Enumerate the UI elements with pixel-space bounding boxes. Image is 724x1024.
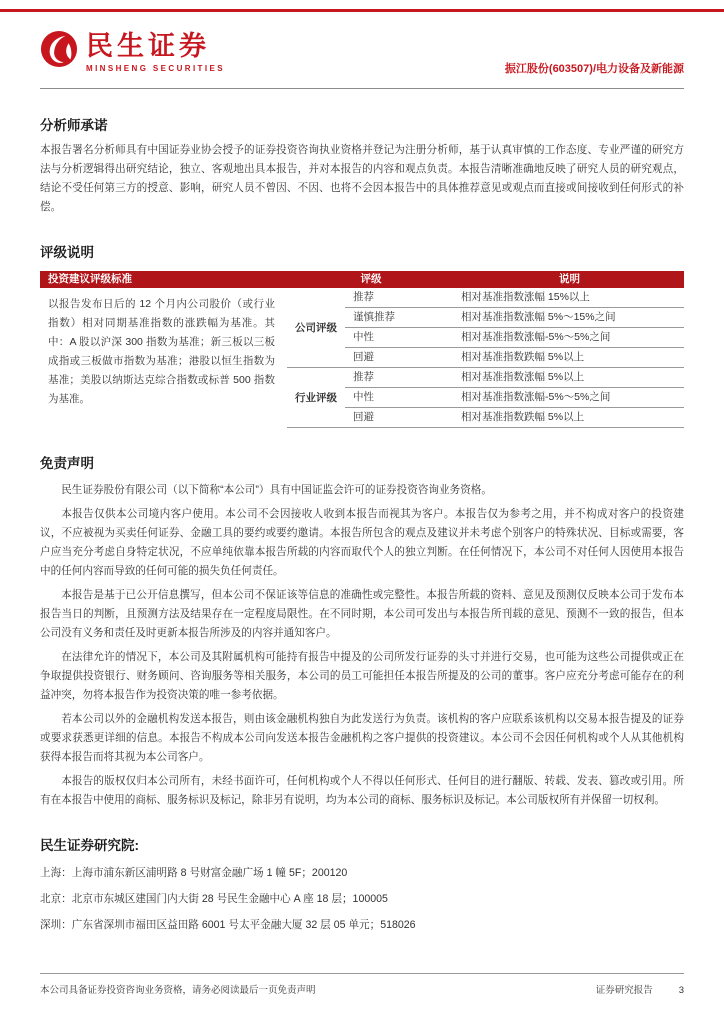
page-header bbox=[40, 30, 684, 82]
header-divider bbox=[40, 88, 684, 89]
disclaimer-paragraph: 本报告是基于已公开信息撰写，但本公司不保证该等信息的准确性或完整性。本报告所载的资料、意见及预测仅反映本公司于发布本报告当日的判断，且预测方法及结果存在一定程度局限性。在不同时期，本公司可发出与本报告所刊载的意见、预测不一致的报告，但本公司没有义务和责任及时更新本报告所涉及的内容并通知客户。 bbox=[40, 589, 684, 639]
disclaimer-paragraph: 本报告的版权仅归本公司所有，未经书面许可，任何机构或个人不得以任何形式、任何目的进行翻版、转载、发表、篡改或引用。所有在本报告中使用的商标、服务标识及标记，除非另有说明，均为本公司的商标、服务标识及标记。本公司版权所有并保留一切权利。 bbox=[40, 775, 684, 806]
section-title-analyst-commitment: 分析师承诺 bbox=[40, 118, 108, 133]
logo-text-en: MINSHENG SECURITIES bbox=[86, 64, 225, 73]
report-category: 振江股份(603507)/电力设备及新能源 bbox=[504, 63, 684, 75]
rating-group-industry-rows bbox=[345, 368, 684, 428]
rating-groups bbox=[287, 288, 684, 428]
section-title-research-institute: 民生证券研究院: bbox=[40, 838, 139, 853]
rating-table-header bbox=[40, 271, 684, 288]
rating-name: 回避 bbox=[353, 351, 374, 363]
analyst-commitment-text: 本报告署名分析师具有中国证券业协会授予的证券投资咨询执业资格并登记为注册分析师，基于认真审慎的工作态度、专业严谨的研究方法与分析逻辑得出研究结论，独立、客观地出具本报告，并对本报告的内容和观点负责。本报告清晰准确地反映了研究人员的研究观点，结论不受任何第三方的授意、影响，研究人员不曾因、不因、也将不会因本报告中的具体推荐意见或观点而直接或间接收到任何形式的补偿。 bbox=[40, 144, 684, 213]
rating-name: 中性 bbox=[353, 391, 374, 403]
footer-divider bbox=[40, 973, 684, 974]
rating-standard-text: 以报告发布日后的 12 个月内公司股价（或行业指数）相对同期基准指数的涨跌幅为基准。其中：A 股以沪深 300 指数为基准；新三板以三板成指或三板做市指数为基准；港股以恒生指数为基准；美股以纳斯达克综合指数或标普 500 指数为基准。 bbox=[48, 298, 275, 405]
footer-right-block bbox=[596, 982, 684, 996]
disclaimer-paragraph: 民生证券股份有限公司（以下简称“本公司”）具有中国证监会许可的证券投资咨询业务资格。 bbox=[61, 484, 492, 496]
logo-text-cn: 民生证券 bbox=[86, 31, 210, 61]
rating-header-description: 说明 bbox=[559, 273, 580, 285]
rating-desc: 相对基准指数跌幅 5%以上 bbox=[461, 351, 585, 363]
disclaimer-paragraph: 在法律允许的情况下，本公司及其附属机构可能持有报告中提及的公司所发行证券的头寸并进行交易，也可能为这些公司提供或正在争取提供投资银行、财务顾问、咨询服务等相关服务，本公司的员工可能担任本报告所提及的公司的董事。客户应充分考虑可能存在的利益冲突，勿将本报告作为投资决策的唯一参考依据。 bbox=[40, 651, 684, 701]
rating-name: 推荐 bbox=[353, 291, 374, 303]
rating-header-standard: 投资建议评级标准 bbox=[48, 273, 132, 285]
page-footer bbox=[40, 982, 684, 996]
page-number: 3 bbox=[678, 985, 684, 996]
minsheng-logo-icon bbox=[40, 30, 78, 68]
rating-desc: 相对基准指数涨幅-5%～5%之间 bbox=[461, 391, 611, 403]
rating-group-industry-label: 行业评级 bbox=[287, 368, 345, 428]
disclaimer-paragraph: 本报告仅供本公司境内客户使用。本公司不会因接收人收到本报告而视其为客户。本报告仅为参考之用，并不构成对客户的投资建议，不应被视为买卖任何证券、金融工具的要约或要约邀请。本报告所包含的观点及建议并未考虑个别客户的特殊状况、目标或需要，客户应当充分考虑自身特定状况，不应单纯依靠本报告所载的内容而取代个人的独立判断。在任何情况下，本公司不对任何人因使用本报告中的任何内容而导致的任何可能的损失负任何责任。 bbox=[40, 508, 684, 577]
rating-desc: 相对基准指数涨幅 15%以上 bbox=[461, 291, 590, 303]
logo-text-block bbox=[86, 30, 225, 73]
rating-table-body bbox=[40, 288, 684, 428]
office-address-beijing: 北京：北京市东城区建国门内大街 28 号民生金融中心 A 座 18 层；100005 bbox=[40, 893, 388, 905]
table-row bbox=[345, 328, 684, 348]
rating-group-company-label: 公司评级 bbox=[287, 288, 345, 368]
table-row bbox=[345, 388, 684, 408]
rating-table bbox=[40, 271, 684, 428]
footer-report-type: 证券研究报告 bbox=[595, 985, 653, 996]
top-red-rule bbox=[0, 9, 724, 12]
table-row bbox=[345, 288, 684, 308]
office-address-shenzhen: 深圳：广东省深圳市福田区益田路 6001 号太平金融大厦 32 层 05 单元；518026 bbox=[40, 919, 416, 931]
page-content bbox=[40, 98, 684, 935]
rating-name: 回避 bbox=[353, 411, 374, 423]
rating-desc: 相对基准指数涨幅-5%～5%之间 bbox=[461, 331, 611, 343]
table-row bbox=[345, 408, 684, 428]
rating-group-company bbox=[287, 288, 684, 368]
office-address-shanghai: 上海：上海市浦东新区浦明路 8 号财富金融广场 1 幢 5F；200120 bbox=[40, 867, 348, 879]
section-title-rating: 评级说明 bbox=[40, 245, 94, 260]
table-row bbox=[345, 348, 684, 368]
rating-name: 谨慎推荐 bbox=[353, 311, 395, 323]
rating-desc: 相对基准指数跌幅 5%以上 bbox=[461, 411, 585, 423]
footer-qualification-note: 本公司具备证券投资咨询业务资格，请务必阅读最后一页免责声明 bbox=[40, 985, 316, 996]
section-title-disclaimer: 免责声明 bbox=[40, 456, 94, 471]
rating-header-rating: 评级 bbox=[360, 273, 382, 285]
table-row bbox=[345, 368, 684, 388]
rating-desc: 相对基准指数涨幅 5%～15%之间 bbox=[461, 311, 616, 323]
rating-group-company-rows bbox=[345, 288, 684, 368]
disclaimer-paragraph: 若本公司以外的金融机构发送本报告，则由该金融机构独自为此发送行为负责。该机构的客户应联系该机构以交易本报告提及的证券或要求获悉更详细的信息。本报告不构成本公司向发送本报告金融机构之客户提供的投资建议。本公司不会因任何机构或个人从其他机构获得本报告而将其视为本公司客户。 bbox=[40, 713, 684, 763]
table-row bbox=[345, 308, 684, 328]
rating-name: 中性 bbox=[353, 331, 374, 343]
rating-name: 推荐 bbox=[353, 371, 374, 383]
rating-desc: 相对基准指数涨幅 5%以上 bbox=[461, 371, 585, 383]
rating-group-industry bbox=[287, 368, 684, 428]
